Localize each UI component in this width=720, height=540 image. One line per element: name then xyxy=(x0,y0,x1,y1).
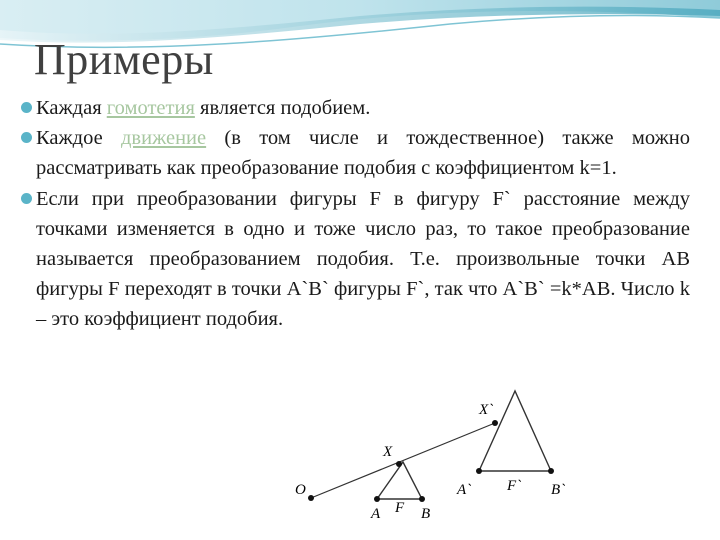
point-Xp xyxy=(492,420,498,426)
point-X xyxy=(396,461,402,467)
bullet-dot-icon xyxy=(21,102,32,113)
label-Xp: X` xyxy=(479,402,494,418)
bullet-item-2 xyxy=(22,123,690,183)
label-Ap: A` xyxy=(457,482,472,498)
bullet-dot-icon xyxy=(21,132,32,143)
link-motion[interactable]: движение xyxy=(121,127,207,150)
similarity-diagram xyxy=(289,382,577,530)
label-Bp: B` xyxy=(551,482,566,498)
label-O: O xyxy=(295,482,306,498)
slide-body xyxy=(22,93,690,335)
bullet-1-text-start: Каждая xyxy=(36,97,107,119)
slide-title: Примеры xyxy=(34,35,214,84)
bullet-dot-icon xyxy=(21,193,32,204)
label-B: B xyxy=(421,506,431,522)
label-A: A xyxy=(371,506,381,522)
point-B xyxy=(419,496,425,502)
point-O xyxy=(308,495,314,501)
bullet-2-text-start: Каждое xyxy=(36,127,121,150)
label-Fp: F` xyxy=(507,478,522,494)
bullet-item-1 xyxy=(22,93,690,123)
label-F: F xyxy=(395,500,405,516)
point-Ap xyxy=(476,468,482,474)
link-homothety[interactable]: гомотетия xyxy=(106,97,195,119)
diagram-svg xyxy=(289,382,577,530)
small-triangle xyxy=(377,462,422,499)
point-A xyxy=(374,496,380,502)
bullet-3-text: Если при преобразовании фигуры F в фигуру F` расстояние между точками изменяется в одно и тоже число раз, то такое преобразование называется преобразованием подобия. Т.е. произвольные точки АВ фигуры F переходят в точки А`В` фигуры F`, так что А`В` =k*АВ. Число k – это коэффициент подобия. xyxy=(36,187,690,331)
bullet-1-text-end: является подобием. xyxy=(194,97,371,119)
bullet-item-3 xyxy=(22,184,690,335)
bullet-2-text-end: (в том числе и тождественное) также можно рассматривать как преобразование подобия с коэффициентом k=1. xyxy=(36,127,690,180)
point-Bp xyxy=(548,468,554,474)
label-X: X xyxy=(383,444,393,460)
